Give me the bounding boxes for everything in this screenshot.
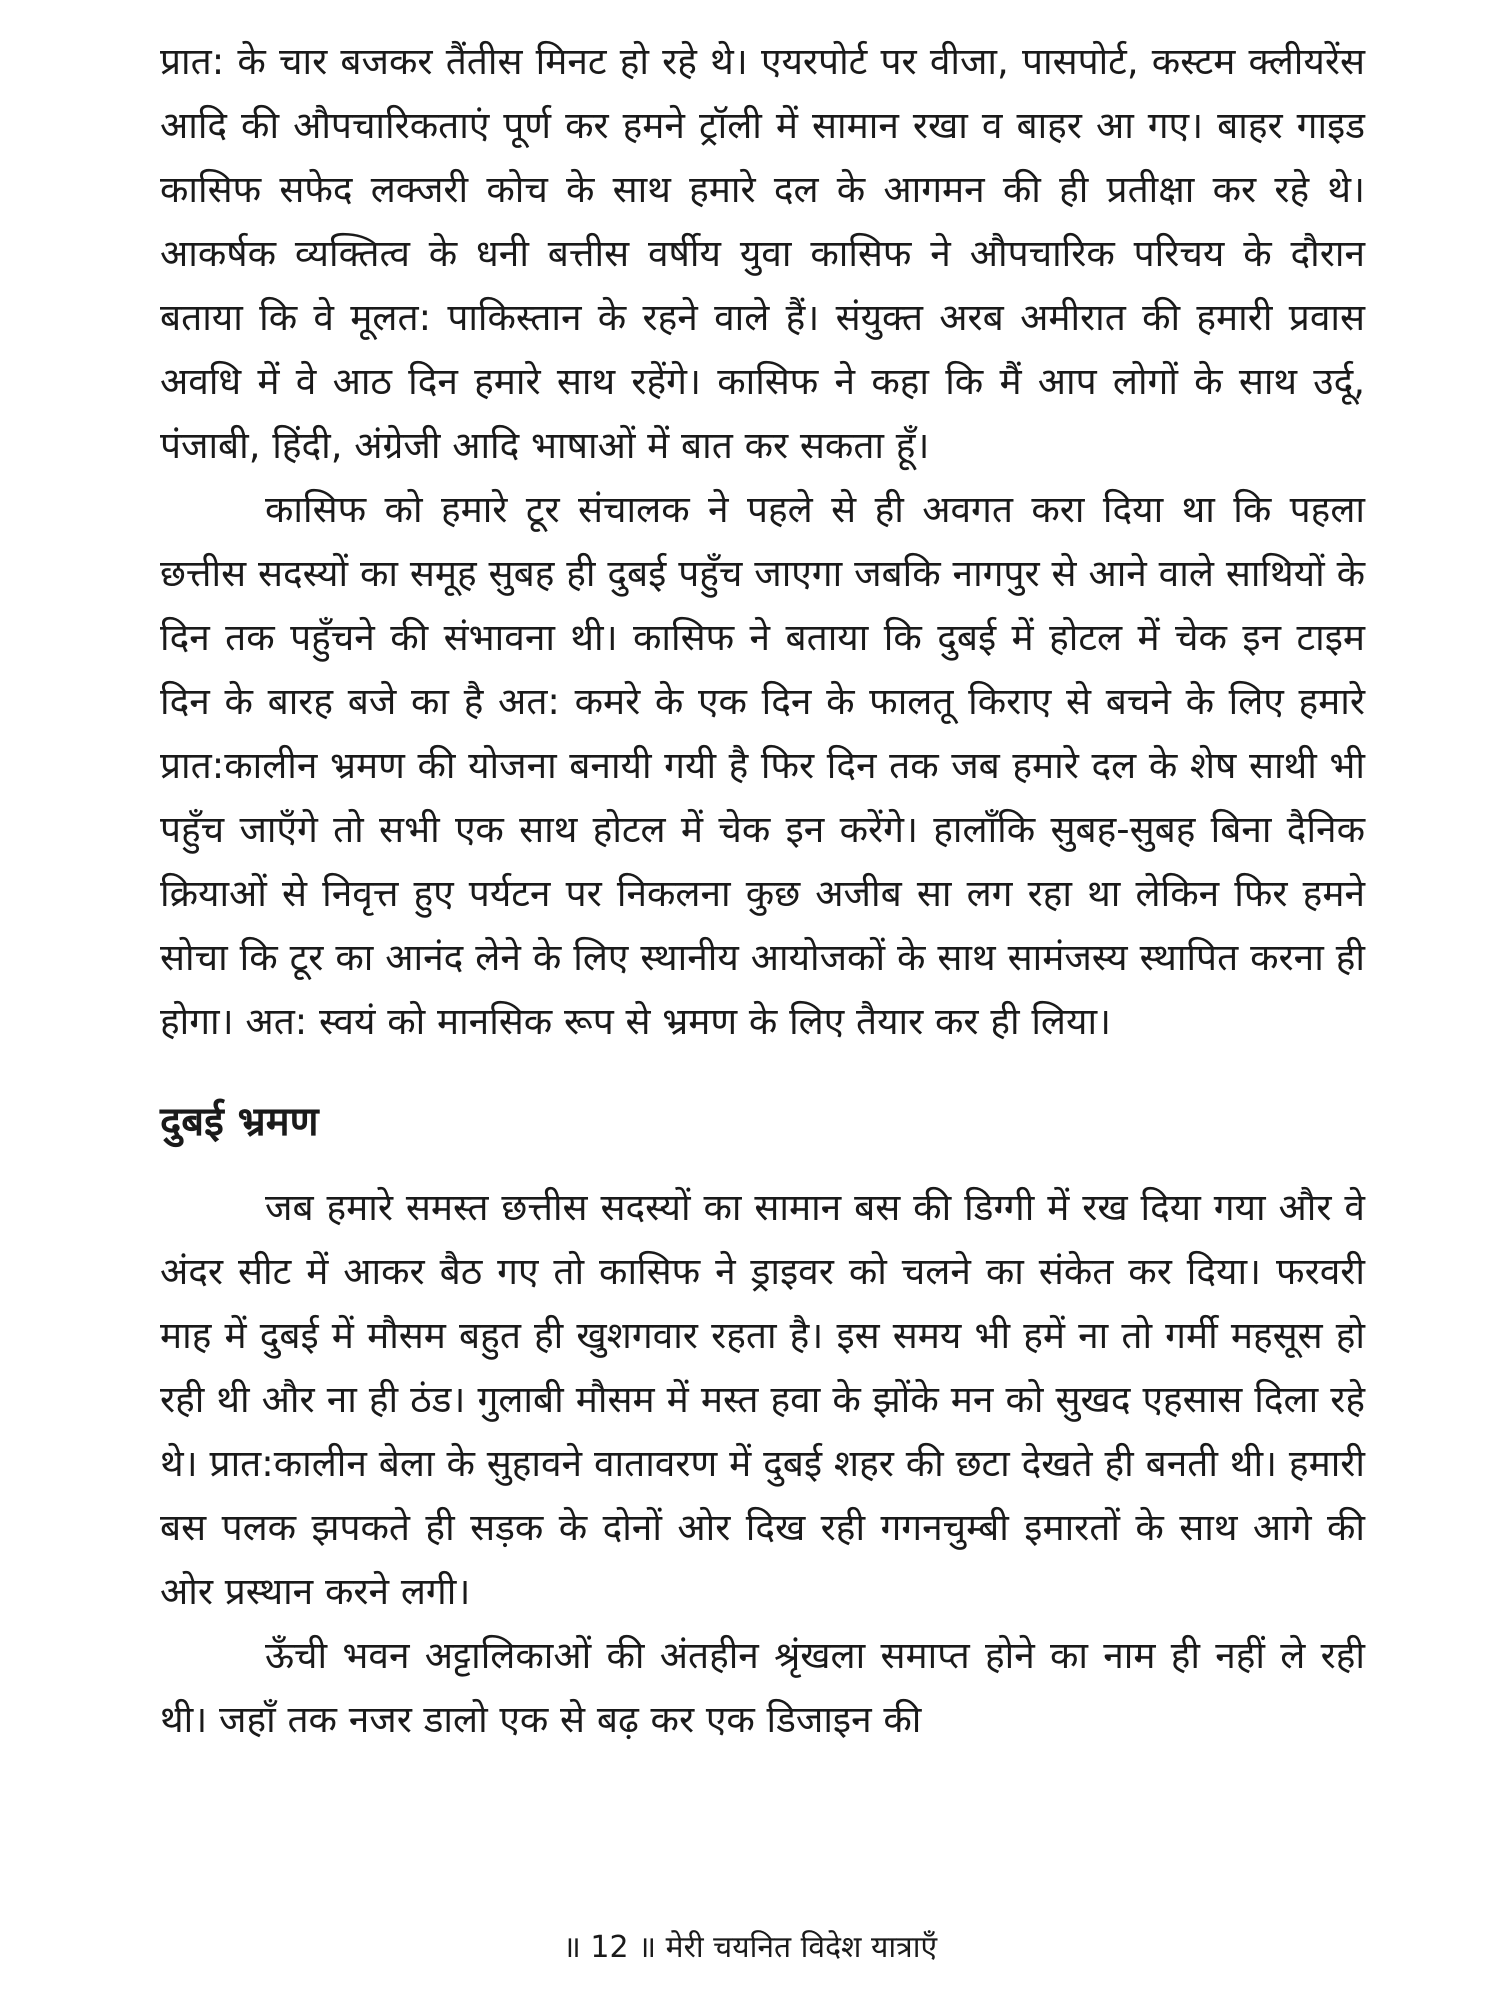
- page-footer: ॥ 12 ॥ मेरी चयनित विदेश यात्राएँ: [562, 1930, 938, 1965]
- paragraph-1: प्रात: के चार बजकर तैंतीस मिनट हो रहे थे। एयरपोर्ट पर वीजा, पासपोर्ट, कस्टम क्लीयरेंस आदि की औपचारिकताएं पूर्ण कर हमने ट्रॉली में सामान रखा व बाहर आ गए। बाहर गाइड कासिफ सफेद लक्जरी कोच के साथ हमारे दल के आगमन की ही प्रतीक्षा कर रहे थे। आकर्षक व्यक्तित्व के धनी बत्तीस वर्षीय युवा कासिफ ने औपचारिक परिचय के दौरान बताया कि वे मूलत: पाकिस्तान के रहने वाले हैं। संयुक्त अरब अमीरात की हमारी प्रवास अवधि में वे आठ दिन हमारे साथ रहेंगे। कासिफ ने कहा कि मैं आप लोगों के साथ उर्दू, पंजाबी, हिंदी, अंग्रेजी आदि भाषाओं में बात कर सकता हूँ।: [160, 40, 1365, 467]
- page-content: [160, 30, 1365, 1752]
- section-heading: दुबई भ्रमण: [160, 1099, 319, 1145]
- paragraph-4: ऊँची भवन अट्टालिकाओं की अंतहीन श्रृंखला समाप्त होने का नाम ही नहीं ले रही थी। जहाँ तक नजर डालो एक से बढ़ कर एक डिजाइन की: [160, 1634, 1365, 1741]
- paragraph-3: जब हमारे समस्त छत्तीस सदस्यों का सामान बस की डिग्गी में रख दिया गया और वे अंदर सीट में आकर बैठ गए तो कासिफ ने ड्राइवर को चलने का संकेत कर दिया। फरवरी माह में दुबई में मौसम बहुत ही खुशगवार रहता है। इस समय भी हमें ना तो गर्मी महसूस हो रही थी और ना ही ठंड। गुलाबी मौसम में मस्त हवा के झोंके मन को सुखद एहसास दिला रहे थे। प्रात:कालीन बेला के सुहावने वातावरण में दुबई शहर की छटा देखते ही बनती थी। हमारी बस पलक झपकते ही सड़क के दोनों ओर दिख रही गगनचुम्बी इमारतों के साथ आगे की ओर प्रस्थान करने लगी।: [160, 1186, 1365, 1613]
- paragraph-2: कासिफ को हमारे टूर संचालक ने पहले से ही अवगत करा दिया था कि पहला छत्तीस सदस्यों का समूह सुबह ही दुबई पहुँच जाएगा जबकि नागपुर से आने वाले साथियों के दिन तक पहुँचने की संभावना थी। कासिफ ने बताया कि दुबई में होटल में चेक इन टाइम दिन के बारह बजे का है अत: कमरे के एक दिन के फालतू किराए से बचने के लिए हमारे प्रात:कालीन भ्रमण की योजना बनायी गयी है फिर दिन तक जब हमारे दल के शेष साथी भी पहुँच जाएँगे तो सभी एक साथ होटल में चेक इन करेंगे। हालाँकि सुबह-सुबह बिना दैनिक क्रियाओं से निवृत्त हुए पर्यटन पर निकलना कुछ अजीब सा लग रहा था लेकिन फिर हमने सोचा कि टूर का आनंद लेने के लिए स्थानीय आयोजकों के साथ सामंजस्य स्थापित करना ही होगा। अत: स्वयं को मानसिक रूप से भ्रमण के लिए तैयार कर ही लिया।: [160, 488, 1365, 1043]
